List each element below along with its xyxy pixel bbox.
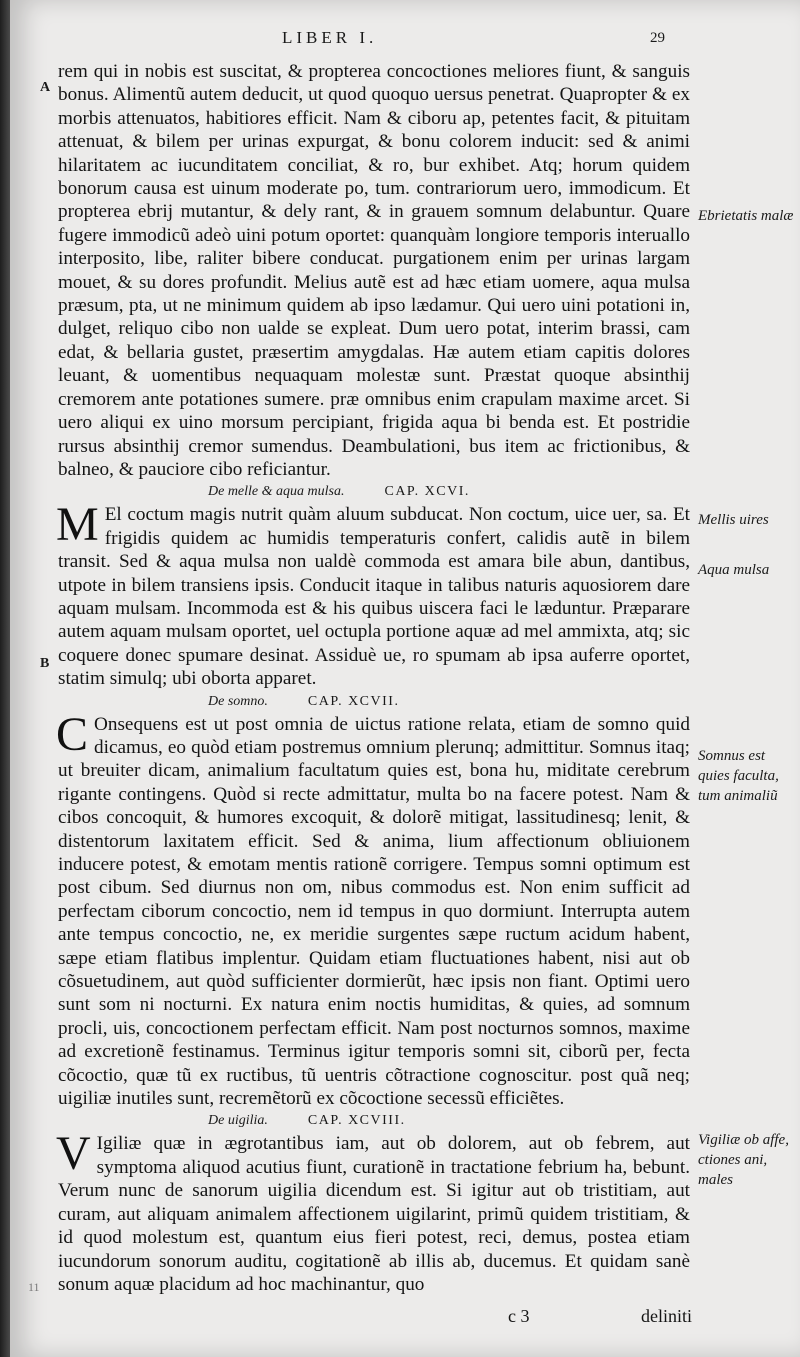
paragraph-sleep <box>56 707 690 1111</box>
side-note-mead: Aqua mulsa <box>698 562 770 578</box>
chapter-title: De uigilia. <box>208 1113 268 1129</box>
side-note-sleep: Somnus est quies faculta, tum animaliũ <box>698 748 779 804</box>
page-number: 29 <box>650 30 665 46</box>
book-gutter <box>0 0 10 1357</box>
catchword: deliniti <box>641 1306 692 1326</box>
page-footer <box>58 1306 690 1330</box>
side-note-honey: Mellis uires <box>698 512 769 528</box>
main-text <box>58 60 690 1296</box>
margin-scribble: 11 <box>28 1280 40 1294</box>
paragraph-wine: rem qui in nobis est suscitat, & propterea concoctiones meliores fiunt, & sanguis bonus. Alimentũ autem deducit, ut quod quoquo uersus penetrat. Quapropter & ex morbis attenuatos, habitiores efficit. Nam & ciboru ap, petentes facit, & pituitam attenuat, & bilem per urinas expurgat, & bonu colorem inducit: sed & animi hilaritatem ac iucunditatem conciliat, & ro, bur exhibet. Atq; horum quidem bonorum causa est uinum moderate po, tum. contrariorum uero, immodicum. Et propterea ebrij mutantur, & dely rant, & in grauem somnum delabuntur. Quare fugere immodicũ adeò uini potum oportet: quanquàm longiore temporis interuallo interposito, libe, raliter bibere conducat. purgationem enim per urinas largam mouet, & su dores profundit. Melius autẽ est ad hæc etiam uomere, aqua mulsa præsum, pta, ut ne minimum quidem ab ipso lædamur. Qui uero uini potationi in, dulget, reliquo cibo non ualde se expleat. Dum uero potat, interim brassi, cam edat, & bellaria gustet, præsertim amygdalas. Hæ autem etiam capitis dolores leuant, & uomentibus nequaquam molestæ sunt. Præstat quoque absinthij cremorem ante potationes sumere. præ omnibus enim crapulam maxime arcet. Si uero aliqui ex uino morsum percipiant, frigida aqua bi benda est. Et postridie rursus absinthij cremor sumendus. Deambulationi, bus item ac frictionibus, & balneo, & pauciore cibo reficiantur. <box>58 61 690 480</box>
paragraph-text: El coctum magis nutrit quàm aluum subducat. Non coctum, uice uer, sa. Et frigidis quidem ac humidis temperaturis confert, calidis autẽ in bilem transit. Sed & aqua mulsa non ualdè commoda est amara bile abun, dantibus, utpote in bilem transiens ipsis. Conducit itaque in talibus naturis aquosiorem dare aquam mulsam. Incommoda est & his quibus uiscera faci le læduntur. Præparare autem aquam mulsam oportet, uel octupla portione aquæ ad mel ammixta, atq; sic coquere donec spumare desinat. Assiduè ue, ro spumam ab ipsa auferre oportet, statim simulq; ubi oborta apparet. <box>58 504 690 690</box>
signature-mark: c 3 <box>508 1306 530 1326</box>
drop-cap: C <box>56 707 89 761</box>
book-page <box>10 0 800 1357</box>
chapter-number: CAP. XCVI. <box>384 484 470 500</box>
drop-cap: M <box>56 498 99 552</box>
chapter-title: De somno. <box>208 693 268 709</box>
page-header <box>10 28 800 52</box>
chapter-number: CAP. XCVII. <box>307 693 400 709</box>
running-title: LIBER I. <box>282 28 378 47</box>
chapter-title: De melle & aqua mulsa. <box>208 484 345 500</box>
margin-marker-b: B <box>40 656 50 671</box>
drop-cap: V <box>56 1127 91 1181</box>
chapter-number: CAP. XCVIII. <box>307 1113 406 1129</box>
paragraph-text: Igiliæ quæ in ægrotantibus iam, aut ob dolorem, aut ob febrem, aut symptoma aliquod acutius fiunt, curationẽ in tractatione febrium ha, bebunt. Verum nunc de sanorum uigilia dicendum est. Si igitur aut ob tristitiam, aut curam, aut aliquam animalem affectionem uigilarint, primũ quidem tristitiam, & id quod molestum est, quantum eius fieri potest, reci, demus, postea etiam iucundorum sonorum auditu, cogitationẽ ab illis ab, ducemus. Et quidam sanè sonum aquæ placidum ad hoc machinantur, quo <box>58 1133 690 1295</box>
side-note-drunkenness: Ebrietatis malæ <box>698 208 794 224</box>
paragraph-honey <box>56 498 690 690</box>
margin-marker-a: A <box>40 80 51 95</box>
chapter-heading-97 <box>58 691 690 713</box>
chapter-heading-96 <box>58 481 690 503</box>
side-note-wakefulness: Vigiliæ ob affe, ctiones ani, males <box>698 1132 789 1188</box>
paragraph-wakefulness <box>56 1127 690 1296</box>
paragraph-text: Onsequens est ut post omnia de uictus ratione relata, etiam de somno quid dicamus, eo quòd etiam postremus omnium plerunq; admittitur. Somnus itaq; ut breuiter dicam, animalium facultatum quies est, bona hu, miditate cerebrum rigante contingens. Quòd si recte admittatur, multa bo na facere potest. Nam & cibos concoquit, & humores excoquit, & dolorẽ mitigat, lassitudinesq; lenit, & distentorum laxitatem efficit. Sed & anima, lium affectionum obliuionem inducere potest, & emotam mentis rationẽ corrigere. Tempus somni optimum est post cibum. Sed diurnus non om, nibus commodus est. Non enim sufficit ad perfectam ciborum concoctio, nem id tempus in quo dormiunt. Interrupta autem ante tempus concoctio, ne, ex meridie surgentes sæpe ructum acidum habent, sæpe etiam flatibus implentur. Quidam etiam fluctuationes habent, nisi aut ob cõsuetudinem, aut quòd sufficienter dormierũt, hæc ipsis non fiant. Optimi uero sunt som ni nocturni. Ex natura enim noctis humiditas, & quies, ad somnum procli, uis, concoctionem perfectam efficit. Nam post nocturnos somnos, maxime ad excretionẽ festinamus. Terminus igitur temporis somni sit, ciborũ per, fecta cõcoctio, quæ tũ ex ructibus, tũ uentris cõtractione cognoscitur. post quã neq; uigiliæ inutiles sunt, recremẽtorũ ex cõcoctione secessũ efficiẽtes. <box>58 713 690 1110</box>
chapter-heading-98 <box>58 1110 690 1132</box>
